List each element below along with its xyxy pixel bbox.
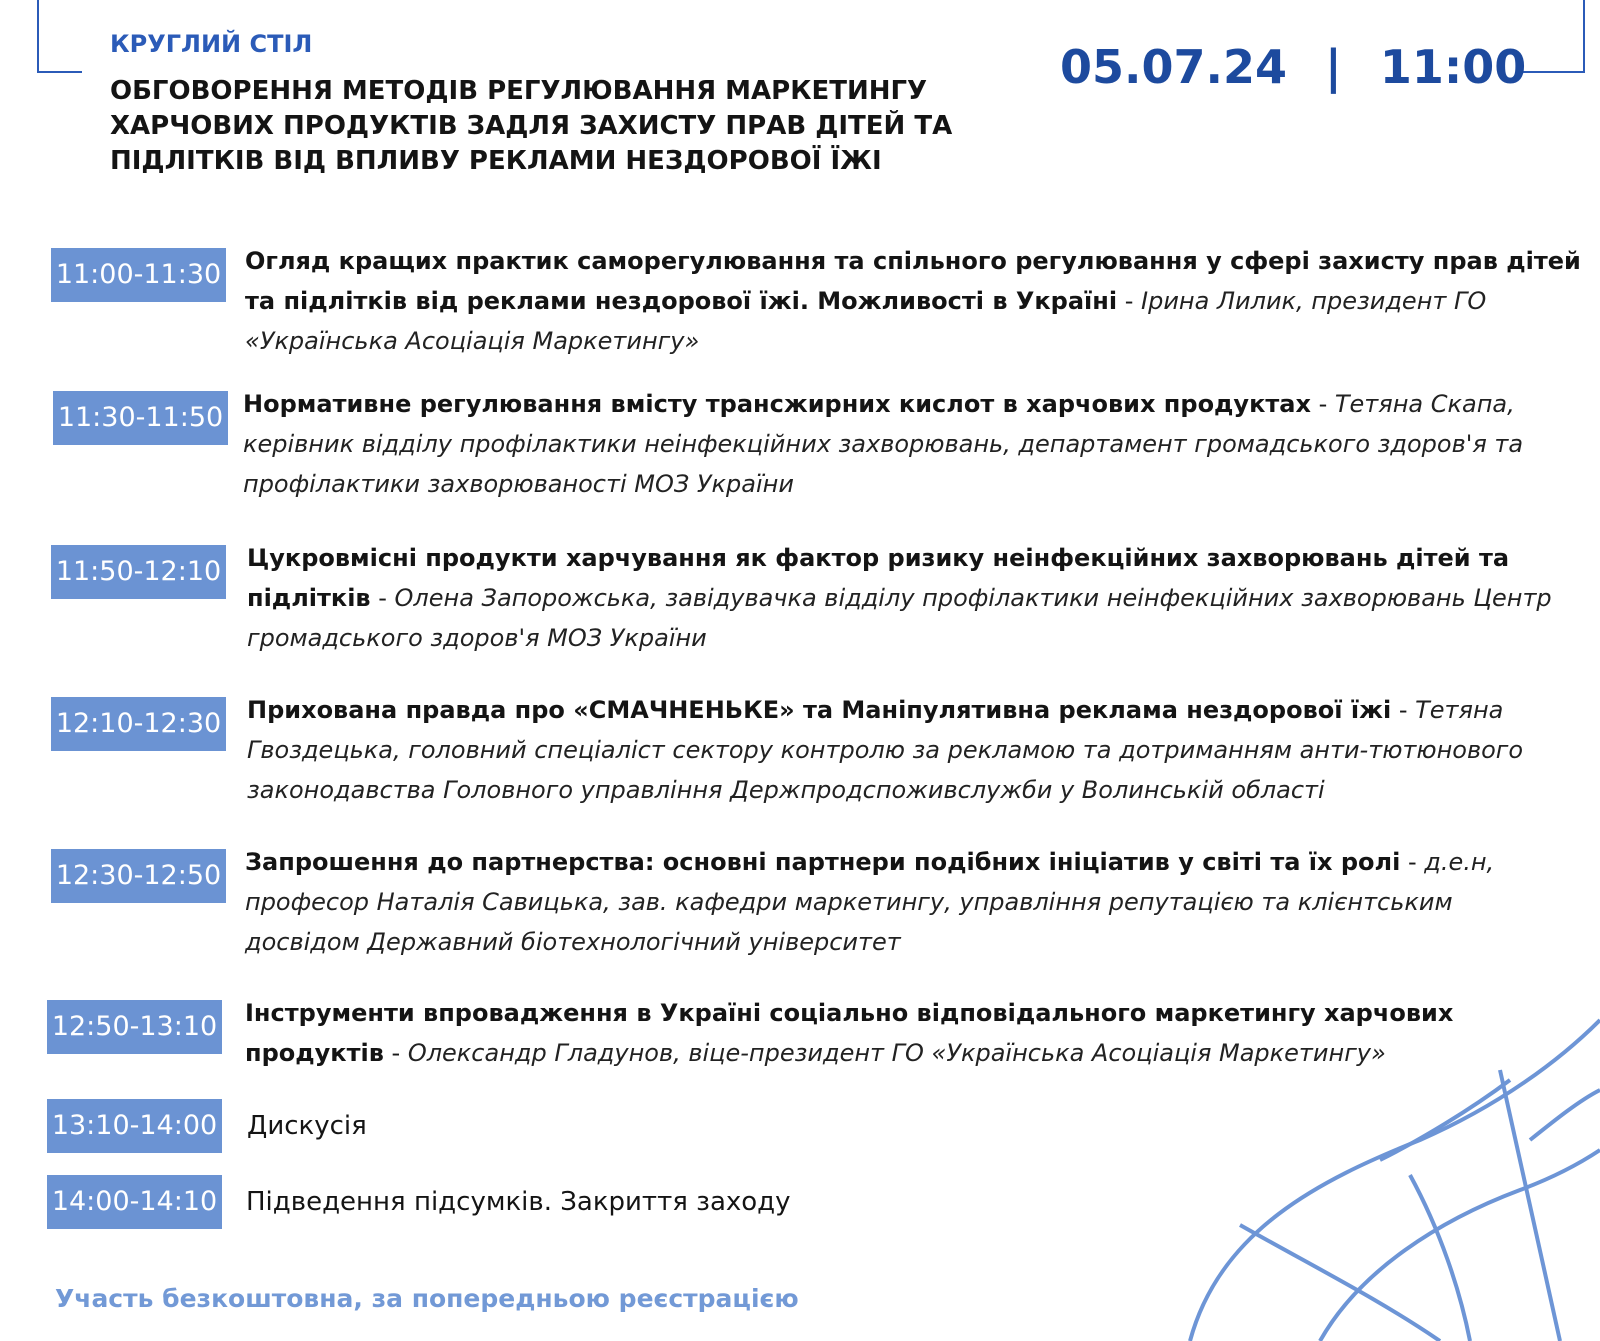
- event-datetime: [1060, 40, 1526, 94]
- agenda-item-text: [247, 690, 1587, 810]
- time-badge: 12:10-12:30: [51, 697, 226, 751]
- dash: -: [370, 584, 395, 612]
- agenda-topic: Інструменти впровадження в Україні соціально відповідального маркетингу харчових продуктів: [245, 999, 1454, 1067]
- event-title: ОБГОВОРЕННЯ МЕТОДІВ РЕГУЛЮВАННЯ МАРКЕТИНГУ ХАРЧОВИХ ПРОДУКТІВ ЗАДЛЯ ЗАХИСТУ ПРАВ ДІТЕЙ ТА ПІДЛІТКІВ ВІД ВПЛИВУ РЕКЛАМИ НЕЗДОРОВОЇ ЇЖІ: [110, 76, 953, 176]
- agenda-speaker: Ірина Лилик, президент ГО «Українська Асоціація Маркетингу»: [245, 287, 1487, 355]
- agenda-topic: Цукровмісні продукти харчування як фактор ризику неінфекційних захворювань дітей та підлітків: [247, 544, 1510, 612]
- agenda-topic: Нормативне регулювання вмісту трансжирних кислот в харчових продуктах: [243, 390, 1311, 418]
- event-type: КРУГЛИЙ СТІЛ: [110, 30, 313, 58]
- agenda-speaker: д.е.н, професор Наталія Савицька, зав. кафедри маркетингу, управління репутацією та клієнтським досвідом Державний біотехнологічний університет: [245, 848, 1495, 956]
- agenda-topic: Огляд кращих практик саморегулювання та спільного регулювання у сфері захисту прав дітей та підлітків від реклами нездорової їжі. Можливості в Україні: [245, 247, 1581, 315]
- time-badge: 14:00-14:10: [47, 1175, 222, 1229]
- dash: -: [1400, 848, 1425, 876]
- agenda-topic: Запрошення до партнерства: основні партнери подібних ініціатив у світі та їх ролі: [245, 848, 1401, 876]
- agenda-topic: Прихована правда про «СМАЧНЕНЬКЕ» та Маніпулятивна реклама нездорової їжі: [247, 696, 1392, 724]
- agenda-plain-text: Підведення підсумків. Закриття заходу: [246, 1187, 791, 1217]
- dash: -: [1391, 696, 1416, 724]
- dash: -: [383, 1039, 408, 1067]
- agenda-speaker: Олександр Гладунов, віце-президент ГО «Українська Асоціація Маркетингу»: [407, 1039, 1386, 1067]
- agenda-item-text: [247, 538, 1600, 658]
- agenda-item-text: [245, 993, 1565, 1073]
- agenda-plain-text: Дискусія: [247, 1111, 367, 1141]
- event-header: [110, 30, 1010, 179]
- time-badge: 11:50-12:10: [51, 545, 226, 599]
- event-date: 05.07.24: [1060, 40, 1287, 94]
- time-badge: 11:00-11:30: [51, 248, 226, 302]
- agenda-speaker: Олена Запорожська, завідувачка відділу профілактики неінфекційних захворювань Центр громадського здоров'я МОЗ України: [247, 584, 1552, 652]
- agenda-speaker: Тетяна Гвоздецька, головний спеціаліст сектору контролю за рекламою та дотриманням анти-тютюнового законодавства Головного управління Держпродспоживслужби у Волинській області: [247, 696, 1524, 804]
- time-badge: 12:50-13:10: [47, 1000, 222, 1054]
- agenda-item-text: [243, 384, 1600, 504]
- registration-note: Участь безкоштовна, за попередньою реєстрацією: [55, 1284, 799, 1313]
- agenda-item-text: [245, 241, 1600, 361]
- agenda-item-text: [245, 842, 1535, 962]
- dash: -: [1310, 390, 1335, 418]
- time-badge: 11:30-11:50: [53, 391, 228, 445]
- agenda-speaker: Тетяна Скапа, керівник відділу профілактики неінфекційних захворювань, департамент громадського здоров'я та профілактики захворюваності МОЗ України: [243, 390, 1524, 498]
- dash: -: [1117, 287, 1142, 315]
- time-badge: 13:10-14:00: [47, 1099, 222, 1153]
- time-badge: 12:30-12:50: [51, 849, 226, 903]
- datetime-separator: |: [1325, 40, 1342, 94]
- event-time: 11:00: [1379, 40, 1527, 94]
